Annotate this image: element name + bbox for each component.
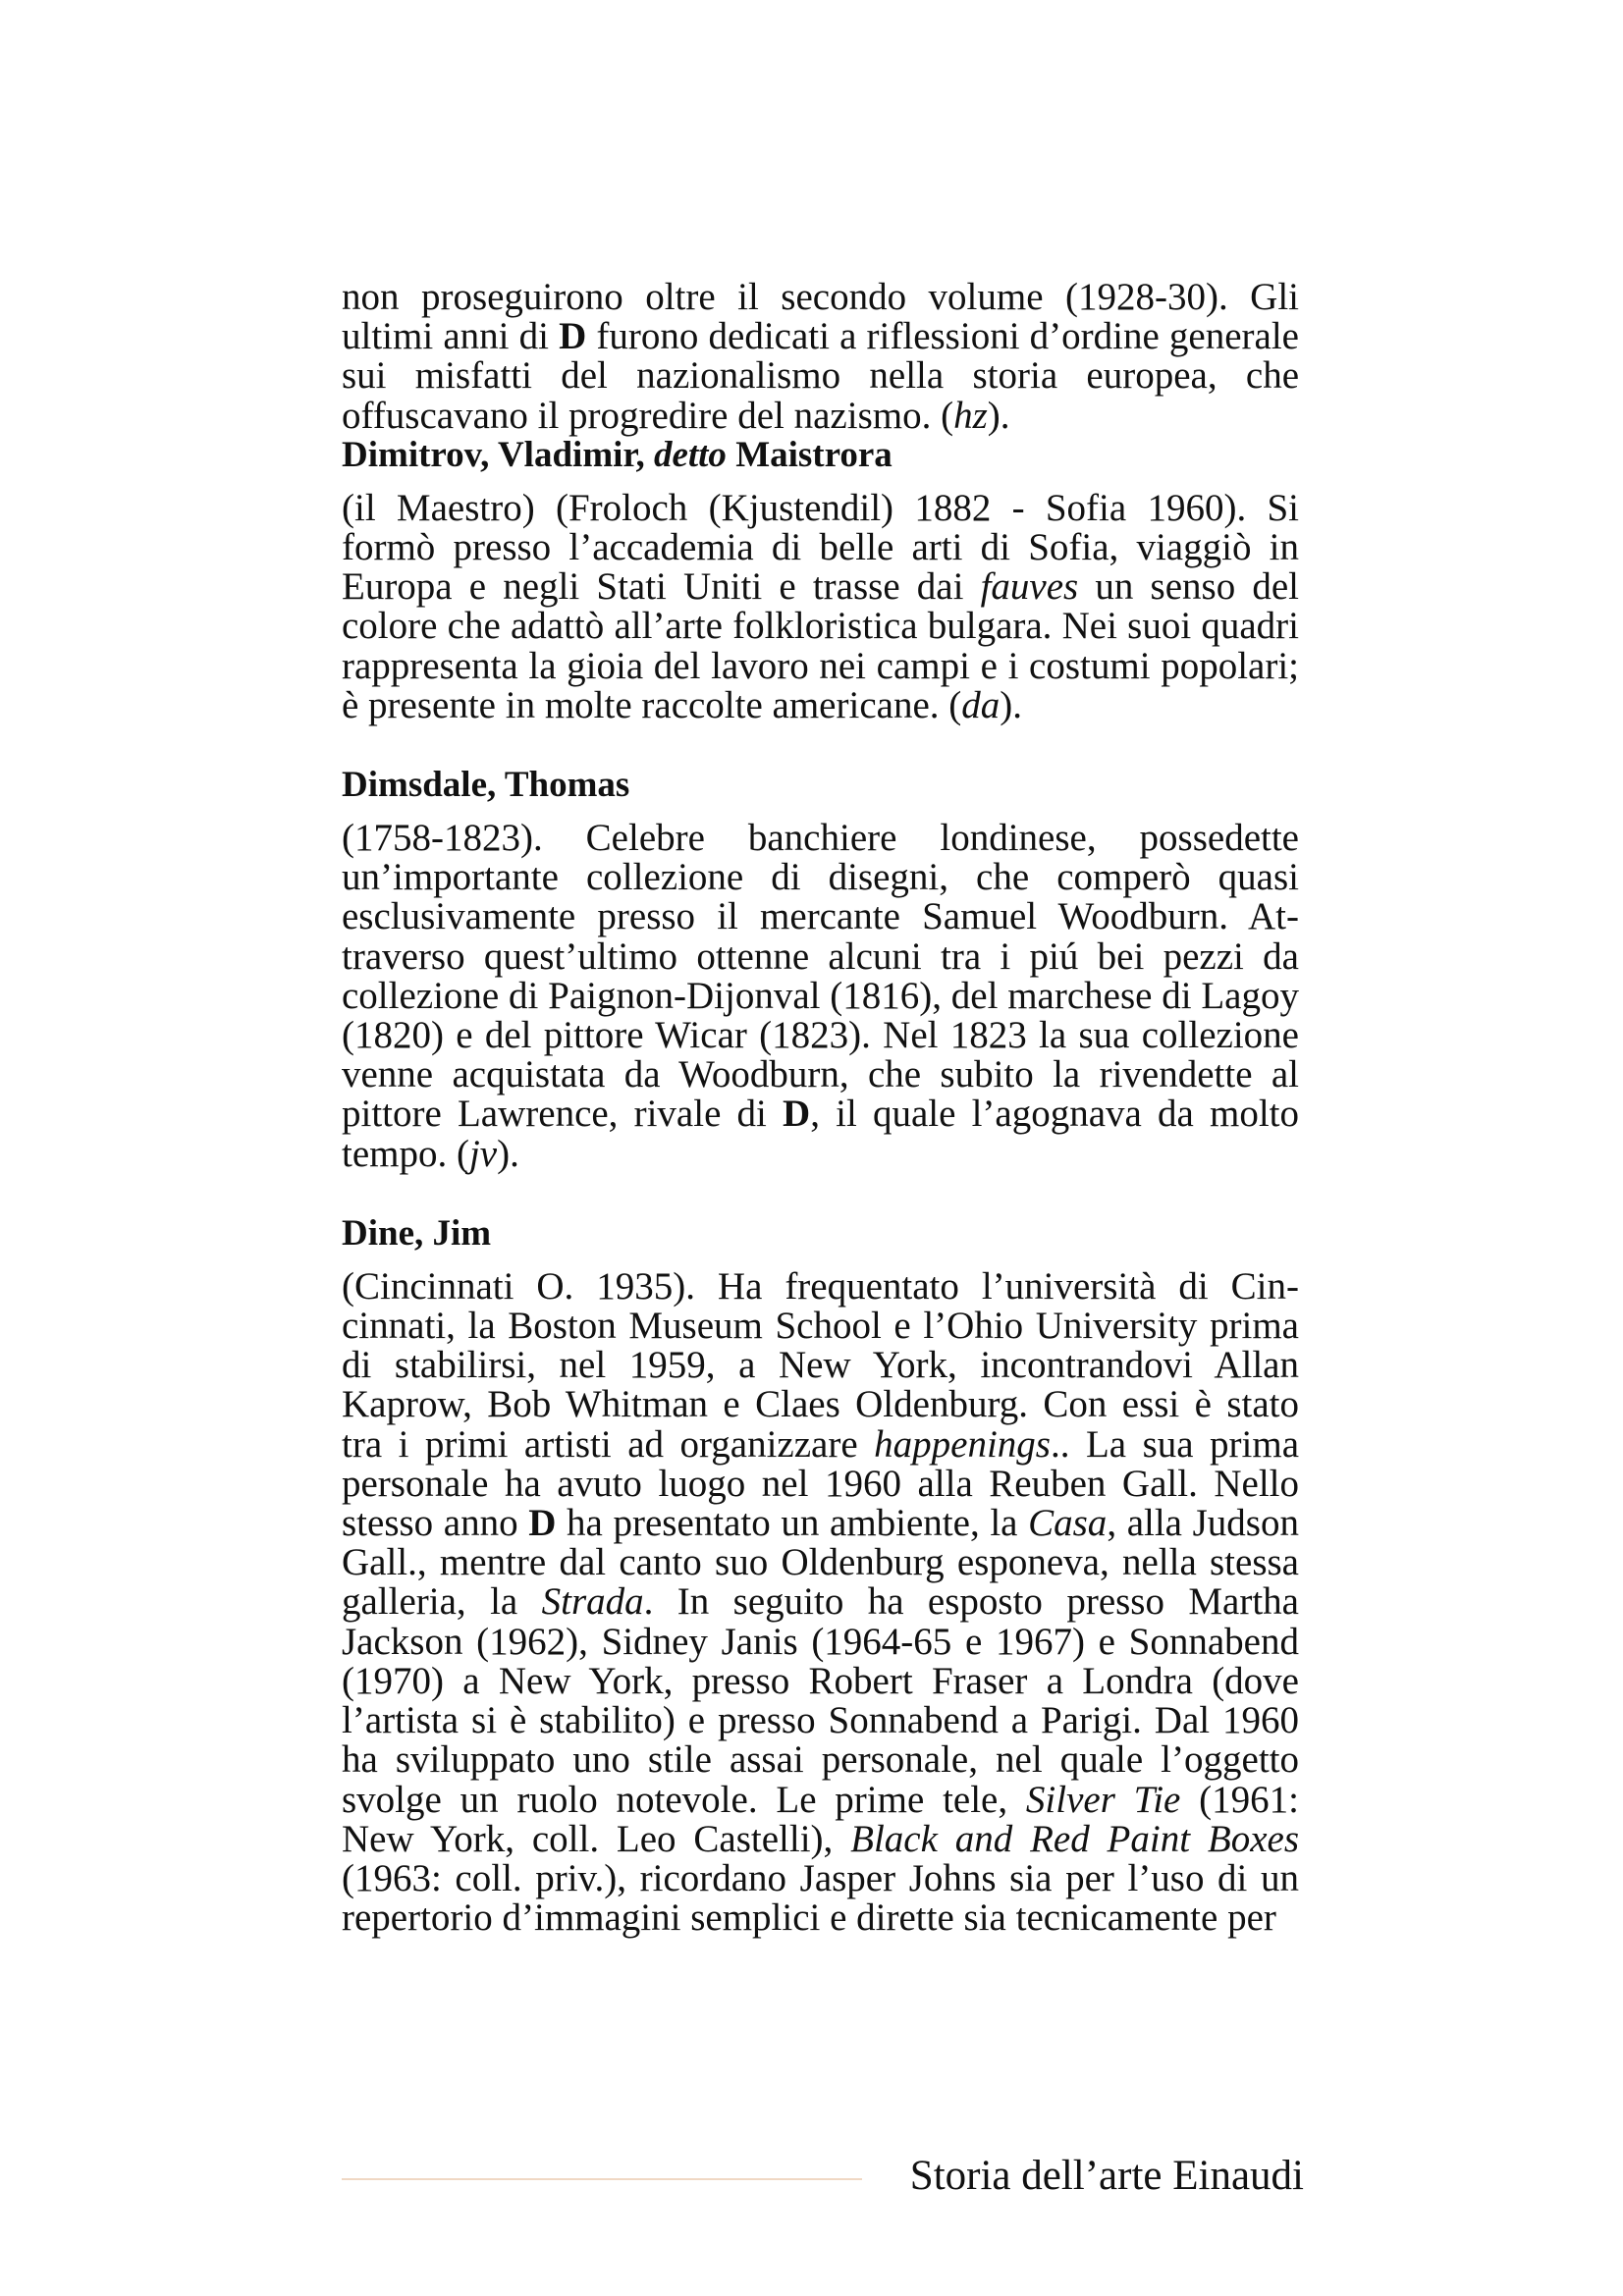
text-run: (1961: New York, coll. Leo Castelli),	[342, 1778, 1299, 1860]
text-run: un senso del colore che adattò all’arte folkloristica bulgara. Nei suoi quadri rappresenta la gioia del lavoro nei campi e i costumi popolari; è presente in molte raccolte americane. (	[342, 565, 1300, 726]
text-run: furono dedicati a riflessioni d’ordine generale sui misfatti del nazionalismo nella storia europea, che offuscavano il progredire del nazismo. (	[342, 315, 1299, 437]
text-run: (il Maestro) (Froloch (Kjustendil) 1882 - Sofia 1960). Si formò presso l’accademia di belle arti di Sofia, viaggiò in Europa e negli Stati Uniti e trasse dai	[342, 486, 1299, 609]
author-initials: da	[961, 683, 1001, 726]
text-run: ).	[1000, 683, 1022, 726]
italic-term: happenings	[874, 1422, 1051, 1466]
entry-heading	[342, 1214, 1299, 1254]
entry-name: Dine, Jim	[342, 1212, 492, 1254]
entry-name: Dimsdale, Thomas	[342, 765, 630, 806]
author-initials: hz	[953, 394, 988, 437]
text-run: non proseguirono oltre il secondo volume (1928-30). Gli ultimi anni di	[342, 276, 1299, 358]
text-run: , alla Judson Gall., mentre dal canto suo Oldenburg esponeva, nella stessa galleria, la	[342, 1502, 1299, 1624]
entry-dine	[342, 1214, 1299, 1938]
text-run: (Cincinnati O. 1935). Ha frequentato l’università di Cincinnati, la Boston Museum School e l’Ohio University prima di stabilirsi, nel 1959, a New York, incontrandovi Allan Kaprow, Bob Whitman e Claes Oldenburg. Con essi è stato tra i primi artisti ad organizzare	[342, 1264, 1299, 1466]
entry-body	[342, 819, 1299, 1174]
entry-dimitrov	[342, 436, 1299, 725]
artwork-title: Strada	[541, 1580, 644, 1624]
continuation-paragraph	[342, 278, 1299, 436]
text-run: , il quale l’agognava da molto tempo. (	[342, 1093, 1299, 1175]
entry-alias: Maistrora	[735, 434, 893, 475]
artwork-title: Black and Red Paint Boxes	[850, 1817, 1299, 1860]
artwork-title: Casa	[1028, 1502, 1108, 1545]
artwork-title: Silver Tie	[1025, 1778, 1181, 1821]
entry-heading	[342, 766, 1299, 805]
footer-title: Storia dell’arte Einaudi	[909, 2153, 1304, 2199]
text-run: ).	[497, 1132, 519, 1175]
footer-rule	[342, 2178, 862, 2180]
text-run: ha presentato un ambiente, la	[556, 1502, 1029, 1545]
entry-body	[342, 1264, 1299, 1940]
subject-abbrev: D	[783, 1093, 811, 1136]
subject-abbrev: D	[528, 1502, 557, 1545]
author-initials: jv	[468, 1132, 498, 1175]
entry-heading	[342, 436, 1299, 475]
text-run: . In seguito ha esposto presso Martha Jackson (1962), Sidney Janis (1964-65 e 1967) e Sonnabend (1970) a New York, presso Robert Fraser a Londra (dove l’artista si è stabilito) e presso Sonnabend a Parigi. Dal 1960 ha sviluppato uno stile assai personale, nel quale l’oggetto svolge un ruolo notevole. Le prime tele,	[342, 1580, 1299, 1821]
text-run: ).	[987, 394, 1010, 437]
italic-term: fauves	[980, 565, 1079, 609]
text-column	[342, 278, 1299, 1978]
entry-name: Dimitrov, Vladimir,	[342, 434, 645, 475]
text-run: (1963: coll. priv.), ricordano Jasper Johns sia per l’uso di un repertorio d’immagini semplici e dirette sia tecnicamente per	[342, 1856, 1299, 1940]
entry-detto: detto	[653, 434, 727, 475]
entry-dimsdale	[342, 766, 1299, 1174]
text-run: .. La sua prima personale ha avuto luogo nel 1960 alla Reuben Gall. Nello stesso anno	[342, 1422, 1299, 1545]
entry-body	[342, 486, 1300, 726]
subject-abbrev: D	[559, 315, 587, 358]
text-run: (1758-1823). Celebre banchiere londinese, possedette un’importante collezione di disegni, che comperò quasi esclusivamente presso il mercante Samuel Woodburn. Attraverso quest’ultimo ottenne alcuni tra i piú bei pezzi da collezione di Paignon-Dijonval (1816), del marchese di Lagoy (1820) e del pittore Wicar (1823). Nel 1823 la sua collezione venne acquistata da Woodburn, che subito la rivendette al pittore Lawrence, rivale di	[342, 817, 1299, 1136]
